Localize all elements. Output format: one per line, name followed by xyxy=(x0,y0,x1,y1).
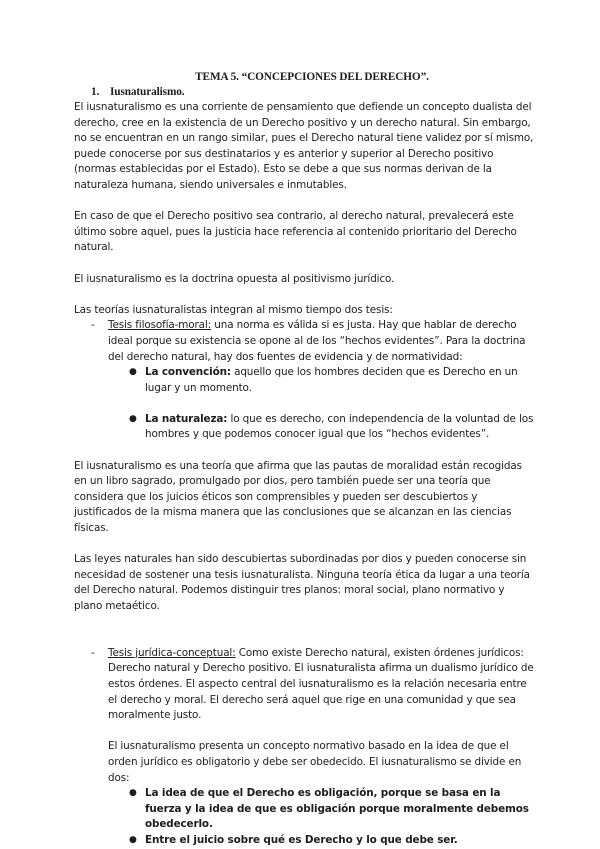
bullet-text: aquello que los hombres deciden que es Derecho en un lugar y un momento. xyxy=(145,366,518,394)
bullet-label: La convención: xyxy=(145,366,231,379)
section-title: Iusnaturalismo. xyxy=(110,86,185,98)
thesis-moral-item xyxy=(74,318,534,365)
thesis-moral-text: una norma es válida si es justa. Hay que hablar de derecho ideal porque su existencia se opone al de los “hechos evidentes”. Para la doctrina del derecho natural, hay dos fuentes de evidencia y de normatividad: xyxy=(108,319,526,363)
section-heading xyxy=(91,85,534,99)
bullet-obligacion xyxy=(74,786,534,833)
bullet-text: lo que es derecho, con independencia de la voluntad de los hombres y que podemos conocer igual que los “hechos evidentes”. xyxy=(145,412,534,441)
dash-marker: - xyxy=(91,646,95,659)
paragraph-4: Las teorías iusnaturalistas integran al mismo tiempo dos tesis: xyxy=(74,303,393,316)
paragraph-7: El iusnaturalismo presenta un concepto normativo basado en la idea de que el orden jurídico es obligatorio y debe ser obedecido. El iusnaturalismo se divide en dos: xyxy=(108,740,522,784)
paragraph-5: El iusnaturalismo es una teoría que afirma que las pautas de moralidad están recogidas en un libro sagrado, promulgado por dios, pero también puede ser una teoría que considera que los juicios éticos son comprensibles y pueden ser descubiertos y justificados de la misma manera que las conclusiones que se alcanzan en las ciencias físicas. xyxy=(74,459,522,535)
bullet-naturaleza xyxy=(74,412,534,443)
thesis-juridica-item xyxy=(74,646,534,724)
bullet-juicio xyxy=(74,833,534,849)
thesis-moral-label: Tesis filosofía-moral: xyxy=(108,319,212,332)
paragraph-3: El iusnaturalismo es la doctrina opuesta al positivismo jurídico. xyxy=(74,272,395,285)
bullet-convencion xyxy=(74,365,534,396)
thesis-juridica-text: Como existe Derecho natural, existen órdenes jurídicos: Derecho natural y Derecho positivo. El iusnaturalista afirma un dualismo jurídico de estos órdenes. El aspecto central del iusnaturalismo es la relación necesaria entre el derecho y moral. El derecho será aquel que rige en una comunidad y que sea moralmente justo. xyxy=(108,646,534,722)
bullet-label: La naturaleza: xyxy=(145,412,228,425)
dash-marker: - xyxy=(91,319,95,332)
paragraph-1: El iusnaturalismo es una corriente de pensamiento que defiende un concepto dualista del derecho, cree en la existencia de un Derecho positivo y un derecho natural. Sin embargo, no se encuentran en un rango similar, pues el Derecho natural tiene validez por sí mismo, puede conocerse por sus destinatarios y es anterior y superior al Derecho positivo (normas establecidas por el Estado). Esto se debe a que sus normas derivan de la naturaleza humana, siendo universales e inmutables. xyxy=(74,101,534,191)
bullet-text: Entre el juicio sobre qué es Derecho y lo que debe ser. xyxy=(145,833,458,846)
bullet-dot-icon: ● xyxy=(129,834,137,845)
bullet-dot-icon: ● xyxy=(129,413,137,424)
bullet-dot-icon: ● xyxy=(129,367,137,378)
bullet-dot-icon: ● xyxy=(129,788,137,799)
page-title: TEMA 5. “CONCEPCIONES DEL DERECHO”. xyxy=(195,71,429,83)
bullet-text: La idea de que el Derecho es obligación, porque se basa en la fuerza y la idea de que es obligación porque moralmente debemos obedecerlo. xyxy=(145,787,529,831)
document-page xyxy=(74,70,534,849)
paragraph-2: En caso de que el Derecho positivo sea contrario, al derecho natural, prevalecerá este último sobre aquel, pues la justicia hace referencia al contenido prioritario del Derecho natural. xyxy=(74,210,517,254)
paragraph-6: Las leyes naturales han sido descubiertas subordinadas por dios y pueden conocerse sin necesidad de sostener una tesis iusnaturalista. Ninguna teoría ética da lugar a una teoría del Derecho natural. Podemos distinguir tres planos: moral social, plano normativo y plano metaético. xyxy=(74,553,530,612)
thesis-juridica-label: Tesis jurídica-conceptual: xyxy=(108,646,236,659)
section-number: 1. xyxy=(91,86,100,98)
